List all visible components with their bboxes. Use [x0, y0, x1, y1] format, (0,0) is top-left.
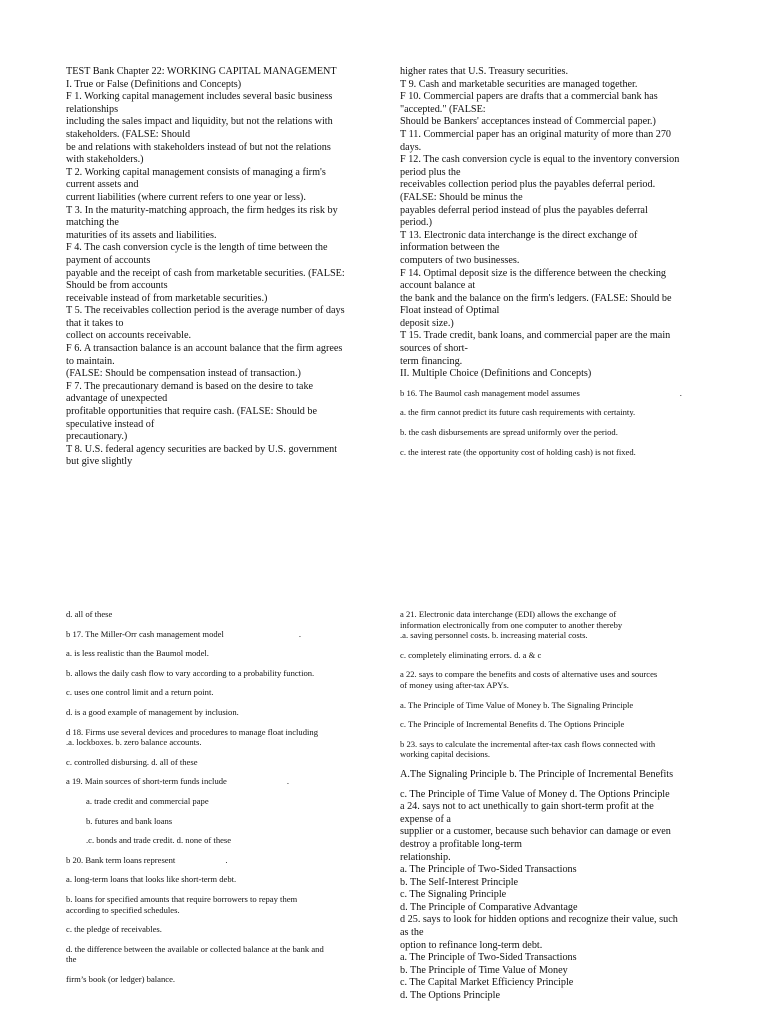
- answer-option: b. loans for specified amounts that require borrowers to repay them: [66, 893, 298, 904]
- text-line: destroy a profitable long-term: [400, 838, 522, 850]
- text-line: (FALSE: Should be minus the: [400, 191, 523, 203]
- q16-stem: b 16. The Baumol cash management model assumes: [400, 387, 580, 398]
- text-line: stakeholders. (FALSE: Should: [66, 128, 191, 140]
- answer-option: a. the firm cannot predict its future cash requirements with certainty.: [400, 407, 636, 418]
- text-line: F 12. The cash conversion cycle is equal to the inventory conversion: [400, 154, 680, 166]
- text-line: account balance at: [400, 280, 476, 292]
- text-line: maturities of its assets and liabilities.: [66, 229, 217, 241]
- question-stem: d 18. Firms use several devices and procedures to manage float including: [66, 726, 319, 737]
- text-line: collect on accounts receivable.: [66, 330, 192, 342]
- text-line: F 10. Commercial papers are drafts that a commercial bank has: [400, 91, 658, 103]
- text-line: c. The Signaling Principle: [400, 889, 507, 901]
- answer-option: c. the interest rate (the opportunity cost of holding cash) is not fixed.: [400, 446, 636, 457]
- q19-stem: a 19. Main sources of short-term funds include: [66, 776, 227, 787]
- answer-option: firm’s book (or ledger) balance.: [66, 973, 176, 984]
- bottom-right-column: [400, 609, 730, 1003]
- answer-option: the: [66, 954, 77, 965]
- text-line: "accepted." (FALSE:: [400, 103, 486, 115]
- text-line: relationships: [66, 103, 119, 115]
- answer-option: d. is a good example of management by inclusion.: [66, 706, 239, 717]
- text-line: as the: [400, 927, 424, 939]
- text-line: period plus the: [400, 166, 461, 178]
- text-line: T 13. Electronic data interchange is the direct exchange of: [400, 229, 638, 241]
- text-line: F 14. Optimal deposit size is the difference between the checking: [400, 267, 667, 279]
- text-line: T 3. In the maturity-matching approach, the firm hedges its risk by: [66, 204, 338, 216]
- text-line: option to refinance long-term debt.: [400, 939, 543, 951]
- question-stem: [400, 388, 730, 399]
- text-line: with stakeholders.): [66, 154, 144, 166]
- q16-blank-end: .: [679, 387, 682, 398]
- text-line: Should be Bankers' acceptances instead of Commercial paper.): [400, 116, 656, 128]
- text-line: profitable opportunities that require cash. (FALSE: Should be: [66, 406, 318, 418]
- text-line: F 6. A transaction balance is an account balance that the firm agrees: [66, 343, 343, 355]
- answer-option: a. trade credit and commercial pape: [86, 795, 209, 806]
- text-line: T 9. Cash and marketable securities are managed together.: [400, 78, 638, 90]
- document-title: TEST Bank Chapter 22: WORKING CAPITAL MANAGEMENT: [66, 66, 337, 77]
- answer-option: a. The Principle of Time Value of Money b. The Signaling Principle: [400, 699, 634, 710]
- answer-option: c. uses one control limit and a return point.: [66, 687, 214, 698]
- q19-blank-end: .: [286, 776, 290, 787]
- text-line: payables deferral period instead of plus the payables deferral: [400, 204, 648, 216]
- text-line: d. The Principle of Comparative Advantage: [400, 901, 578, 913]
- question-stem: working capital decisions.: [400, 749, 490, 760]
- q17-blank-end: .: [298, 628, 302, 639]
- question-stem: of money using after-tax APYs.: [400, 679, 509, 690]
- text-line: sources of short-: [400, 343, 468, 355]
- text-line: F 1. Working capital management includes several basic business: [66, 91, 333, 103]
- answer-option: d. all of these: [66, 609, 113, 619]
- text-line: payment of accounts: [66, 254, 151, 266]
- text-line: but give slightly: [66, 456, 133, 468]
- answer-option: a. is less realistic than the Baumol model.: [66, 648, 209, 659]
- text-line: information between the: [400, 242, 500, 254]
- question-stem: information electronically from one computer to another thereby: [400, 619, 623, 630]
- text-line: current assets and: [66, 179, 139, 191]
- text-line: to maintain.: [66, 355, 115, 367]
- answer-option: c. controlled disbursing. d. all of these: [66, 756, 198, 767]
- text-line: deposit size.): [400, 317, 454, 329]
- text-line: a. The Principle of Two-Sided Transactions: [400, 952, 577, 964]
- text-line: precautionary.): [66, 431, 128, 443]
- text-line: d. The Options Principle: [400, 990, 500, 1002]
- answer-option: a. long-term loans that looks like short-term debt.: [66, 874, 237, 885]
- q20-blank-end: .: [225, 854, 228, 865]
- text-line: a 24. says not to act unethically to gain short-term profit at the: [400, 801, 654, 813]
- answer-option: c. completely eliminating errors. d. a & c: [400, 649, 542, 660]
- answer-option: .a. lockboxes. b. zero balance accounts.: [66, 737, 202, 748]
- text-line: T 5. The receivables collection period is the average number of days: [66, 305, 345, 317]
- answer-option: b. the cash disbursements are spread uniformly over the period.: [400, 427, 618, 438]
- text-line: d 25. says to look for hidden options and recognize their value, such: [400, 914, 678, 926]
- text-line: current liabilities (where current refers to one year or less).: [66, 191, 306, 203]
- text-line: the bank and the balance on the firm's ledgers. (FALSE: Should be: [400, 292, 672, 304]
- text-line: relationship.: [400, 851, 451, 863]
- question-stem: a 22. says to compare the benefits and costs of alternative uses and sources: [400, 669, 658, 680]
- text-line: that it takes to: [66, 317, 124, 329]
- text-line: including the sales impact and liquidity, but not the relations with: [66, 116, 333, 128]
- text-line: receivable instead of from marketable securities.): [66, 292, 268, 304]
- text-line: F 4. The cash conversion cycle is the length of time between the: [66, 242, 328, 254]
- text-line: payable and the receipt of cash from marketable securities. (FALSE:: [66, 267, 345, 279]
- section-heading: II. Multiple Choice (Definitions and Concepts): [400, 368, 592, 380]
- text-line: days.: [400, 141, 422, 153]
- answer-option: .a. saving personnel costs. b. increasing material costs.: [400, 630, 588, 641]
- text-line: computers of two businesses.: [400, 254, 520, 266]
- bottom-left-column: [66, 609, 376, 984]
- question-stem: [66, 629, 376, 640]
- top-right-column: [400, 66, 730, 457]
- text-line: c. The Capital Market Efficiency Principle: [400, 977, 574, 989]
- text-line: be and relations with stakeholders instead of but not the relations: [66, 141, 331, 153]
- text-line: b. The Principle of Time Value of Money: [400, 964, 568, 976]
- q20-stem: b 20. Bank term loans represent: [66, 854, 176, 865]
- text-line: period.): [400, 217, 432, 229]
- text-line: matching the: [66, 217, 119, 229]
- text-line: Float instead of Optimal: [400, 305, 500, 317]
- text-line: T 2. Working capital management consists of managing a firm's: [66, 166, 326, 178]
- answer-option: c. The Principle of Time Value of Money d. The Options Principle: [400, 788, 670, 800]
- text-line: Should be from accounts: [66, 280, 168, 292]
- text-line: T 15. Trade credit, bank loans, and commercial paper are the main: [400, 330, 671, 342]
- text-line: term financing.: [400, 355, 463, 367]
- text-line: F 7. The precautionary demand is based on the desire to take: [66, 380, 314, 392]
- answer-option: .c. bonds and trade credit. d. none of these: [86, 835, 232, 846]
- text-line: T 8. U.S. federal agency securities are backed by U.S. government: [66, 443, 338, 455]
- answer-option: d. the difference between the available or collected balance at the bank and: [66, 943, 324, 954]
- question-stem: [66, 776, 376, 787]
- question-stem: a 21. Electronic data interchange (EDI) allows the exchange of: [400, 609, 617, 619]
- text-line: a. The Principle of Two-Sided Transactions: [400, 864, 577, 876]
- answer-option: b. futures and bank loans: [86, 815, 173, 826]
- text-line: expense of a: [400, 813, 451, 825]
- text-line: speculative instead of: [66, 418, 155, 430]
- text-line: T 11. Commercial paper has an original maturity of more than 270: [400, 128, 672, 140]
- answer-option: c. The Principle of Incremental Benefits d. The Options Principle: [400, 719, 625, 730]
- section-heading: I. True or False (Definitions and Concepts): [66, 78, 242, 90]
- text-line: (FALSE: Should be compensation instead of transaction.): [66, 368, 301, 380]
- text-line: b. The Self-Interest Principle: [400, 876, 519, 888]
- question-stem: [66, 855, 376, 866]
- text-line: higher rates that U.S. Treasury securities.: [400, 66, 569, 77]
- text-line: advantage of unexpected: [66, 393, 168, 405]
- answer-option: according to specified schedules.: [66, 904, 180, 915]
- top-left-column: [66, 66, 376, 469]
- q17-stem: b 17. The Miller-Orr cash management model: [66, 628, 224, 639]
- text-line: receivables collection period plus the payables deferral period.: [400, 179, 656, 191]
- answer-option: A.The Signaling Principle b. The Principle of Incremental Benefits: [400, 768, 674, 780]
- text-line: supplier or a customer, because such behavior can damage or even: [400, 826, 671, 838]
- answer-option: b. allows the daily cash flow to vary according to a probability function.: [66, 667, 315, 678]
- question-stem: b 23. says to calculate the incremental after-tax cash flows connected with: [400, 738, 656, 749]
- answer-option: c. the pledge of receivables.: [66, 924, 162, 935]
